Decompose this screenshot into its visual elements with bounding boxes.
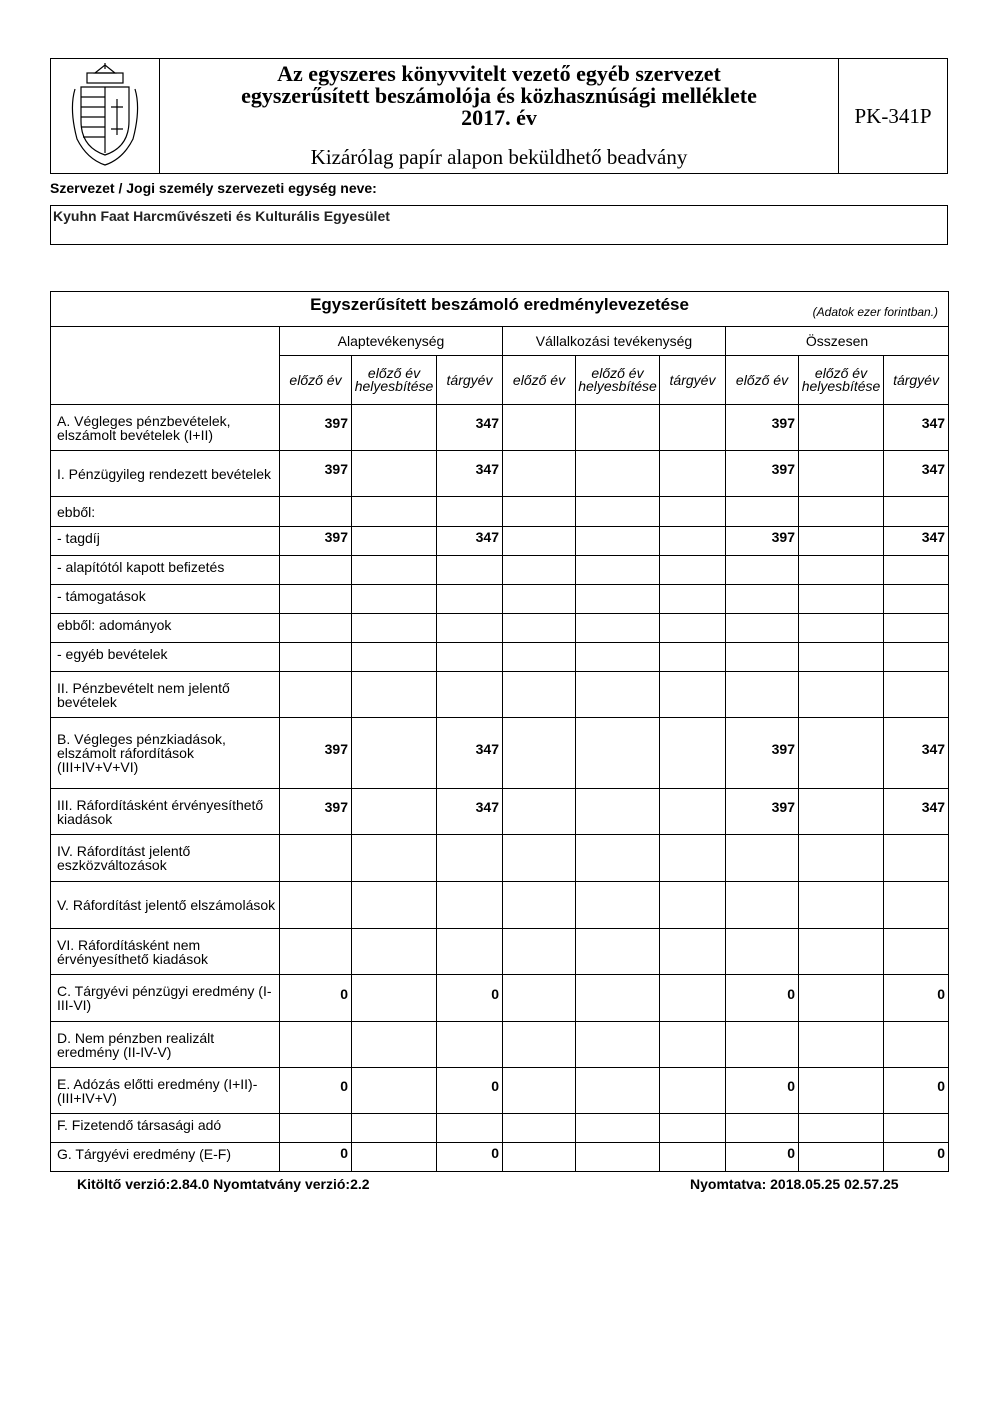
- subheader-cell: előző év: [726, 356, 799, 405]
- value-cell: 347: [884, 527, 949, 556]
- value-cell: [352, 975, 437, 1022]
- value-cell: [660, 1022, 726, 1068]
- table-row: [51, 527, 949, 556]
- value-cell: [437, 497, 503, 527]
- value-cell: [660, 585, 726, 614]
- value-cell: [726, 556, 799, 585]
- value-cell: [660, 527, 726, 556]
- value-cell: [660, 451, 726, 497]
- table-row: [51, 405, 949, 451]
- value-cell: [660, 718, 726, 789]
- value-cell: [576, 1143, 660, 1172]
- value-cell: [576, 527, 660, 556]
- value-cell: [799, 718, 884, 789]
- value-cell: [726, 585, 799, 614]
- value-cell: [437, 614, 503, 643]
- value-cell: [352, 405, 437, 451]
- subheader-cell: tárgyév: [660, 356, 726, 405]
- value-cell: 397: [726, 405, 799, 451]
- value-cell: [884, 835, 949, 882]
- value-cell: [799, 1068, 884, 1114]
- value-cell: 347: [437, 789, 503, 835]
- value-cell: [352, 1022, 437, 1068]
- value-cell: [799, 882, 884, 929]
- value-cell: [352, 527, 437, 556]
- title-line-1: Az egyszeres könyvvitelt vezető egyéb szervezet: [277, 61, 721, 86]
- value-cell: [660, 643, 726, 672]
- row-label: VI. Ráfordításként nem érvényesíthető kiadások: [51, 929, 280, 975]
- value-cell: [437, 929, 503, 975]
- table-row: [51, 929, 949, 975]
- value-cell: [576, 835, 660, 882]
- row-label: - alapítótól kapott befizetés: [51, 556, 280, 585]
- value-cell: [280, 1022, 352, 1068]
- value-cell: [799, 672, 884, 718]
- value-cell: 0: [280, 1068, 352, 1114]
- value-cell: [280, 556, 352, 585]
- value-cell: [576, 1068, 660, 1114]
- income-statement-table: [50, 291, 949, 1172]
- table-row: [51, 497, 949, 527]
- value-cell: [726, 672, 799, 718]
- value-cell: [503, 1022, 576, 1068]
- value-cell: [352, 451, 437, 497]
- row-label: - tagdíj: [51, 527, 280, 556]
- value-cell: [884, 585, 949, 614]
- table-row: [51, 1143, 949, 1172]
- value-cell: [660, 556, 726, 585]
- value-cell: [799, 451, 884, 497]
- value-cell: [576, 643, 660, 672]
- value-cell: [503, 643, 576, 672]
- value-cell: [280, 643, 352, 672]
- value-cell: 0: [437, 1143, 503, 1172]
- table-row: [51, 451, 949, 497]
- value-cell: [280, 672, 352, 718]
- table-row: [51, 672, 949, 718]
- value-cell: [799, 835, 884, 882]
- table-row: [51, 718, 949, 789]
- row-label: III. Ráfordításként érvényesíthető kiadások: [51, 789, 280, 835]
- value-cell: [884, 643, 949, 672]
- row-label: E. Adózás előtti eredmény (I+II)-(III+IV+V): [51, 1068, 280, 1114]
- value-cell: [884, 614, 949, 643]
- value-cell: [503, 614, 576, 643]
- value-cell: [799, 929, 884, 975]
- value-cell: [280, 1114, 352, 1143]
- value-cell: [352, 1114, 437, 1143]
- value-cell: [503, 975, 576, 1022]
- value-cell: 397: [280, 718, 352, 789]
- value-cell: [437, 585, 503, 614]
- version-info: Kitöltő verzió:2.84.0 Nyomtatvány verzió:2.2: [77, 1176, 370, 1192]
- table-row: [51, 835, 949, 882]
- row-label: A. Végleges pénzbevételek, elszámolt bevételek (I+II): [51, 405, 280, 451]
- table-row: [51, 975, 949, 1022]
- value-cell: [799, 975, 884, 1022]
- row-label: - támogatások: [51, 585, 280, 614]
- value-cell: 0: [884, 1068, 949, 1114]
- value-cell: [576, 882, 660, 929]
- value-cell: [726, 614, 799, 643]
- value-cell: [503, 929, 576, 975]
- value-cell: 347: [884, 405, 949, 451]
- form-subtitle: Kizárólag papír alapon beküldhető beadvány: [310, 145, 688, 169]
- value-cell: [660, 882, 726, 929]
- value-cell: [352, 929, 437, 975]
- value-cell: [726, 882, 799, 929]
- value-cell: [352, 497, 437, 527]
- value-cell: [503, 672, 576, 718]
- value-cell: [437, 1114, 503, 1143]
- value-cell: [660, 789, 726, 835]
- unit-note: (Adatok ezer forintban.): [812, 305, 939, 319]
- value-cell: [280, 929, 352, 975]
- group-header-basic: Alaptevékenység: [280, 327, 503, 356]
- value-cell: 347: [884, 718, 949, 789]
- value-cell: 347: [884, 451, 949, 497]
- value-cell: [576, 1114, 660, 1143]
- value-cell: [726, 835, 799, 882]
- value-cell: 347: [437, 527, 503, 556]
- value-cell: 0: [726, 975, 799, 1022]
- value-cell: [352, 835, 437, 882]
- row-label: V. Ráfordítást jelentő elszámolások: [51, 882, 280, 929]
- value-cell: [437, 1022, 503, 1068]
- value-cell: [884, 672, 949, 718]
- value-cell: [799, 789, 884, 835]
- value-cell: [503, 1114, 576, 1143]
- value-cell: [576, 718, 660, 789]
- value-cell: [799, 497, 884, 527]
- organization-label: Szervezet / Jogi személy szervezeti egység neve:: [50, 180, 377, 196]
- table-row: [51, 882, 949, 929]
- value-cell: [503, 1068, 576, 1114]
- value-cell: [884, 497, 949, 527]
- value-cell: 397: [280, 527, 352, 556]
- row-label: II. Pénzbevételt nem jelentő bevételek: [51, 672, 280, 718]
- value-cell: [726, 643, 799, 672]
- subheader-cell: előző év helyesbítése: [799, 356, 884, 405]
- value-cell: [352, 718, 437, 789]
- value-cell: [503, 405, 576, 451]
- value-cell: [660, 1143, 726, 1172]
- value-cell: [799, 614, 884, 643]
- value-cell: 347: [884, 789, 949, 835]
- value-cell: [884, 929, 949, 975]
- row-label: G. Tárgyévi eredmény (E-F): [51, 1143, 280, 1172]
- value-cell: [799, 527, 884, 556]
- value-cell: [503, 789, 576, 835]
- value-cell: [726, 497, 799, 527]
- table-row: [51, 614, 949, 643]
- row-label: C. Tárgyévi pénzügyi eredmény (I-III-VI): [51, 975, 280, 1022]
- value-cell: [799, 585, 884, 614]
- value-cell: 347: [437, 405, 503, 451]
- subheader-cell: előző év helyesbítése: [576, 356, 660, 405]
- value-cell: [352, 585, 437, 614]
- value-cell: [726, 1114, 799, 1143]
- value-cell: [576, 975, 660, 1022]
- value-cell: [280, 835, 352, 882]
- value-cell: 397: [726, 451, 799, 497]
- value-cell: [352, 672, 437, 718]
- value-cell: [280, 882, 352, 929]
- table-title: Egyszerűsített beszámoló eredménylevezetése: [310, 295, 689, 314]
- value-cell: [576, 497, 660, 527]
- value-cell: 397: [726, 718, 799, 789]
- value-cell: 397: [726, 527, 799, 556]
- value-cell: [352, 1068, 437, 1114]
- subheader-cell: előző év: [503, 356, 576, 405]
- value-cell: [352, 882, 437, 929]
- value-cell: [660, 1114, 726, 1143]
- row-label: - egyéb bevételek: [51, 643, 280, 672]
- value-cell: [799, 1114, 884, 1143]
- value-cell: [660, 1068, 726, 1114]
- form-title: [160, 63, 838, 129]
- value-cell: 0: [884, 1143, 949, 1172]
- value-cell: 347: [437, 451, 503, 497]
- title-line-3: 2017. év: [461, 105, 537, 130]
- value-cell: [280, 585, 352, 614]
- value-cell: 397: [726, 789, 799, 835]
- value-cell: 347: [437, 718, 503, 789]
- value-cell: [503, 1143, 576, 1172]
- value-cell: [437, 882, 503, 929]
- label-header-cell: [51, 327, 280, 405]
- value-cell: [660, 929, 726, 975]
- table-row: [51, 1114, 949, 1143]
- value-cell: [437, 556, 503, 585]
- row-label: ebből: adományok: [51, 614, 280, 643]
- subheader-cell: előző év: [280, 356, 352, 405]
- value-cell: [660, 835, 726, 882]
- value-cell: [280, 497, 352, 527]
- table-row: [51, 585, 949, 614]
- row-label: I. Pénzügyileg rendezett bevételek: [51, 451, 280, 497]
- value-cell: 397: [280, 789, 352, 835]
- organization-name: Kyuhn Faat Harcművészeti és Kulturális Egyesület: [53, 208, 390, 224]
- value-cell: [576, 556, 660, 585]
- value-cell: [799, 405, 884, 451]
- row-label: F. Fizetendő társasági adó: [51, 1114, 280, 1143]
- value-cell: [503, 835, 576, 882]
- value-cell: [576, 672, 660, 718]
- value-cell: [660, 405, 726, 451]
- value-cell: [503, 718, 576, 789]
- form-code: PK-341P: [838, 59, 947, 173]
- value-cell: [437, 643, 503, 672]
- value-cell: [352, 556, 437, 585]
- value-cell: [503, 497, 576, 527]
- row-label: B. Végleges pénzkiadások, elszámolt ráfordítások (III+IV+V+VI): [51, 718, 280, 789]
- value-cell: [799, 556, 884, 585]
- value-cell: [799, 1022, 884, 1068]
- row-label: D. Nem pénzben realizált eredmény (II-IV-V): [51, 1022, 280, 1068]
- value-cell: [576, 614, 660, 643]
- value-cell: [503, 882, 576, 929]
- table-row: [51, 643, 949, 672]
- group-header-total: Összesen: [726, 327, 949, 356]
- value-cell: [576, 585, 660, 614]
- value-cell: [576, 929, 660, 975]
- value-cell: [280, 614, 352, 643]
- value-cell: [884, 1114, 949, 1143]
- value-cell: [352, 1143, 437, 1172]
- value-cell: [884, 556, 949, 585]
- table-row: [51, 556, 949, 585]
- value-cell: [352, 614, 437, 643]
- subheader-cell: tárgyév: [884, 356, 949, 405]
- value-cell: 397: [280, 405, 352, 451]
- value-cell: 0: [280, 975, 352, 1022]
- table-title-cell: [51, 292, 949, 327]
- row-label: ebből:: [51, 497, 280, 527]
- value-cell: [660, 975, 726, 1022]
- value-cell: [576, 451, 660, 497]
- subheader-cell: előző év helyesbítése: [352, 356, 437, 405]
- value-cell: [503, 556, 576, 585]
- value-cell: 0: [280, 1143, 352, 1172]
- table-row: [51, 1022, 949, 1068]
- print-timestamp: Nyomtatva: 2018.05.25 02.57.25: [690, 1176, 899, 1192]
- value-cell: [726, 1022, 799, 1068]
- coat-of-arms-icon: [51, 59, 160, 173]
- value-cell: [437, 835, 503, 882]
- value-cell: [352, 789, 437, 835]
- value-cell: [884, 1022, 949, 1068]
- value-cell: [884, 882, 949, 929]
- value-cell: [352, 643, 437, 672]
- value-cell: [503, 527, 576, 556]
- title-line-2: egyszerűsített beszámolója és közhasznúsági melléklete: [241, 83, 757, 108]
- group-header-business: Vállalkozási tevékenység: [503, 327, 726, 356]
- value-cell: [503, 451, 576, 497]
- table-row: [51, 789, 949, 835]
- value-cell: 397: [280, 451, 352, 497]
- organization-field: [50, 205, 948, 245]
- value-cell: [576, 405, 660, 451]
- value-cell: [799, 1143, 884, 1172]
- value-cell: [660, 672, 726, 718]
- value-cell: [660, 614, 726, 643]
- row-label: IV. Ráfordítást jelentő eszközváltozások: [51, 835, 280, 882]
- value-cell: [437, 672, 503, 718]
- value-cell: [799, 643, 884, 672]
- value-cell: [576, 1022, 660, 1068]
- value-cell: 0: [726, 1143, 799, 1172]
- value-cell: [503, 585, 576, 614]
- value-cell: [726, 929, 799, 975]
- value-cell: 0: [726, 1068, 799, 1114]
- form-header: [50, 58, 948, 174]
- value-cell: 0: [884, 975, 949, 1022]
- value-cell: 0: [437, 1068, 503, 1114]
- subheader-cell: tárgyév: [437, 356, 503, 405]
- value-cell: 0: [437, 975, 503, 1022]
- table-row: [51, 1068, 949, 1114]
- value-cell: [576, 789, 660, 835]
- value-cell: [660, 497, 726, 527]
